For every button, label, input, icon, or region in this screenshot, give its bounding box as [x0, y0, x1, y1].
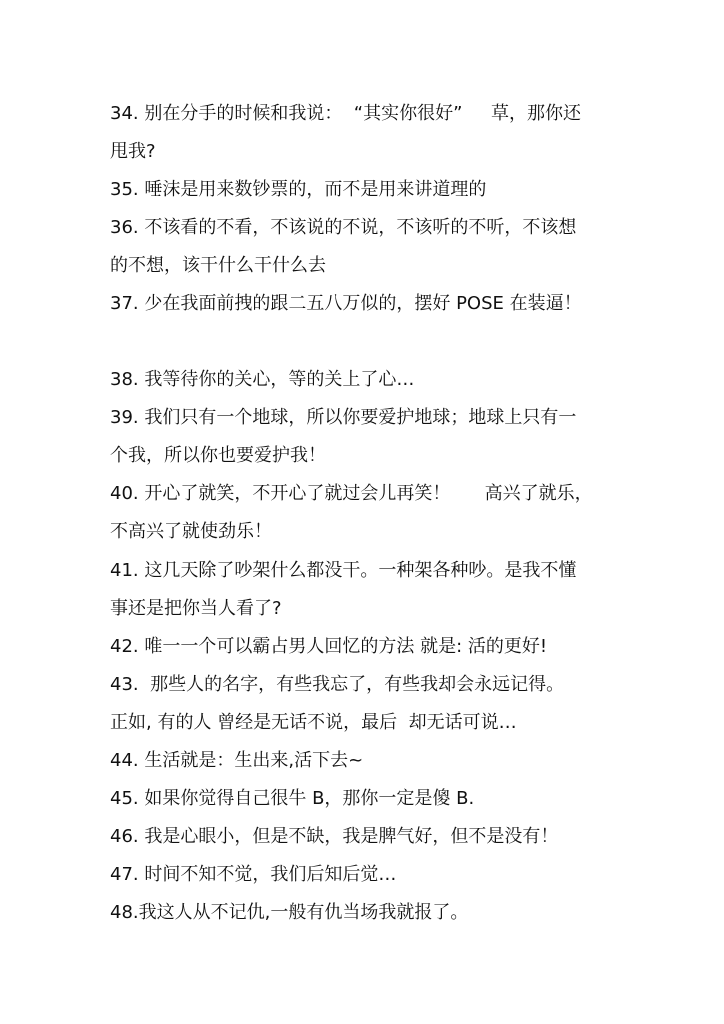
text-line: 41. 这几天除了吵架什么都没干。一种架各种吵。是我不懂	[110, 560, 577, 581]
text-line: 的不想，该干什么干什么去	[110, 255, 326, 276]
text-line: 正如, 有的人 曾经是无话不说，最后 却无话可说…	[110, 712, 517, 733]
text-line: 个我，所以你也要爱护我！	[110, 445, 326, 466]
text-line: 不高兴了就使劲乐！	[110, 521, 272, 542]
text-line: 35. 唾沫是用来数钞票的，而不是用来讲道理的	[110, 179, 487, 200]
text-line: 42. 唯一一个可以霸占男人回忆的方法 就是: 活的更好!	[110, 636, 548, 657]
text-line: 38. 我等待你的关心，等的关上了心…	[110, 369, 415, 390]
text-line: 47. 时间不知不觉，我们后知后觉…	[110, 864, 397, 885]
text-line: 43. 那些人的名字，有些我忘了，有些我却会永远记得。	[110, 674, 565, 695]
text-line: 39. 我们只有一个地球，所以你要爱护地球；地球上只有一	[110, 407, 577, 428]
text-line: 44. 生活就是：生出来,活下去~	[110, 750, 364, 771]
text-line: 36. 不该看的不看，不该说的不说，不该听的不听，不该想	[110, 217, 577, 238]
text-line: 37. 少在我面前拽的跟二五八万似的，摆好 POSE 在装逼！	[110, 293, 582, 314]
text-line: 45. 如果你觉得自己很牛 B，那你一定是傻 B.	[110, 788, 475, 809]
text-line: 34. 别在分手的时候和我说： “其实你很好” 草，那你还	[110, 103, 582, 124]
text-line: 事还是把你当人看了?	[110, 598, 282, 619]
text-line: 甩我?	[110, 141, 156, 162]
text-line: 40. 开心了就笑，不开心了就过会儿再笑！ 高兴了就乐，	[110, 483, 593, 504]
text-line: 48.我这人从不记仇,一般有仇当场我就报了。	[110, 902, 469, 923]
text-line: 46. 我是心眼小，但是不缺，我是脾气好，但不是没有！	[110, 826, 559, 847]
